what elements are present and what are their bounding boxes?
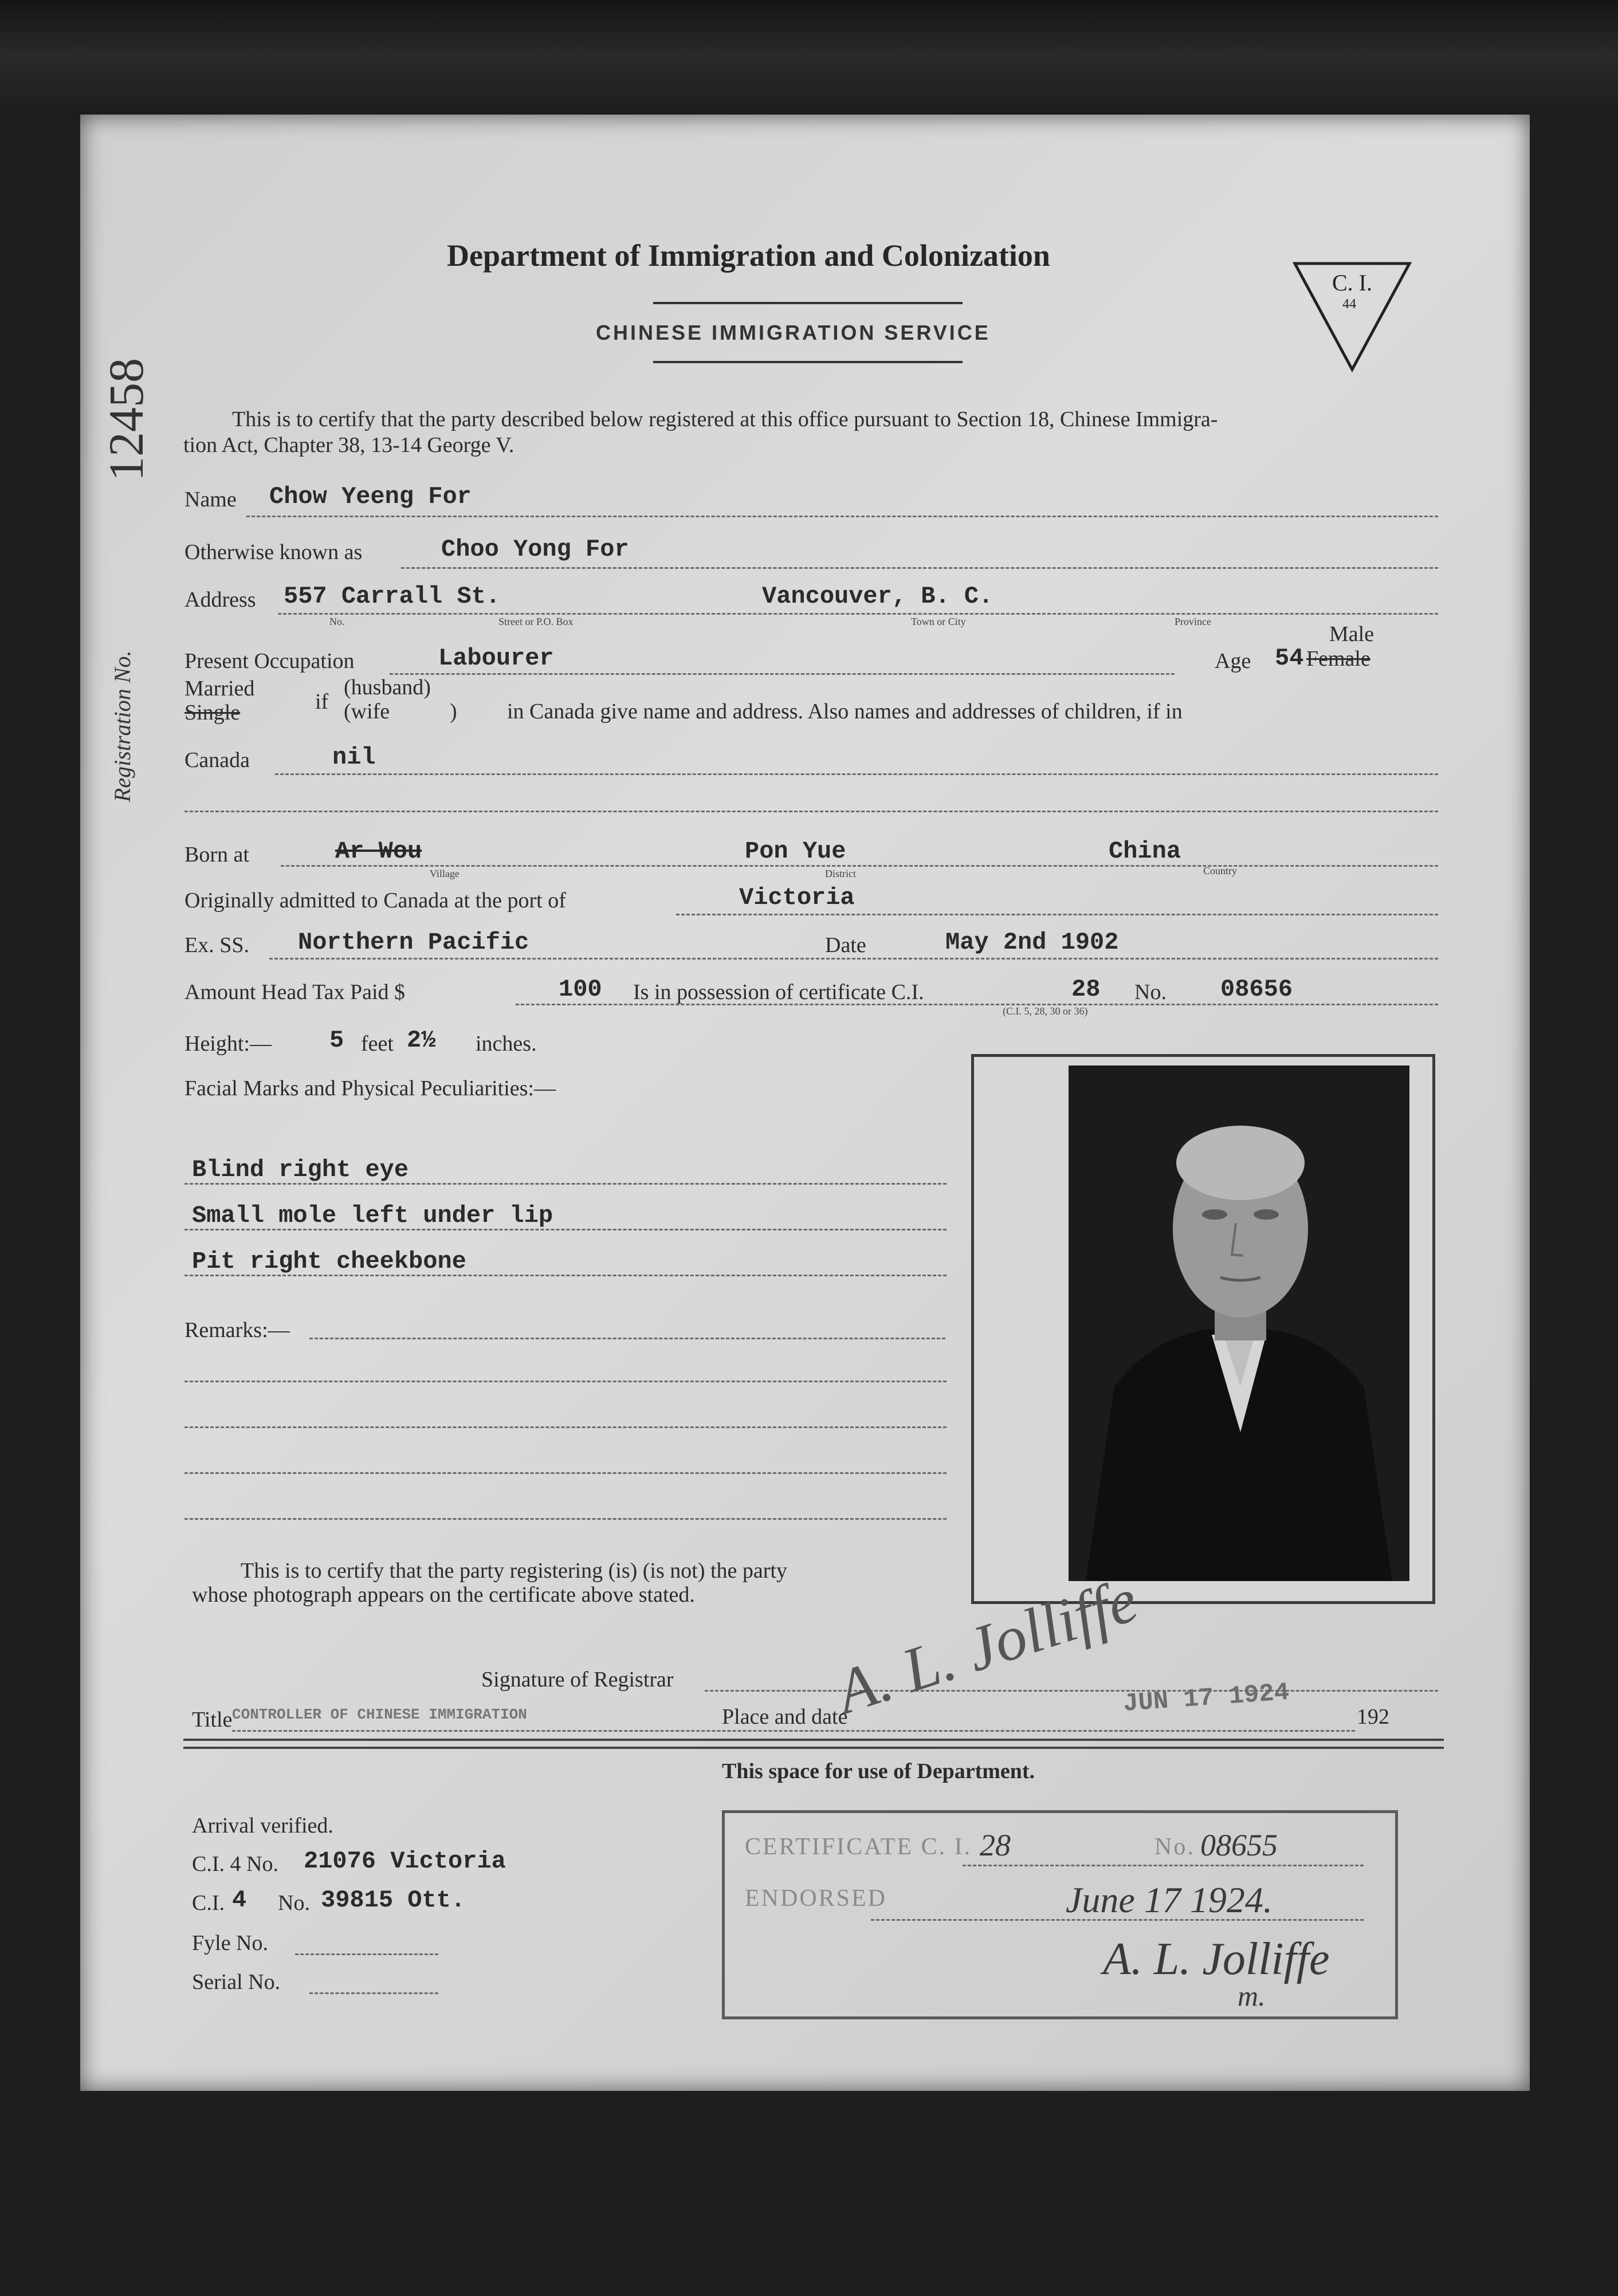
certify-photo-line-1: This is to certify that the party registering (is) (is not) the party: [241, 1559, 787, 1583]
height-feet-value: 5: [329, 1027, 344, 1054]
section-divider: [183, 1739, 1444, 1749]
remarks-line-2: [184, 1381, 947, 1382]
stamp-signer-suffix: m.: [1238, 1980, 1266, 2012]
district-caption: District: [825, 868, 856, 879]
applicant-photo: [1069, 1066, 1409, 1581]
mark-2-line: [184, 1229, 947, 1230]
serial-label: Serial No.: [192, 1970, 281, 1994]
department-space-label: This space for use of Department.: [722, 1759, 1035, 1783]
place-date-label: Place and date: [722, 1705, 848, 1729]
ci4b-value: 39815 Ott.: [321, 1886, 466, 1914]
arrival-verified-label: Arrival verified.: [192, 1814, 333, 1838]
stamp-no-label: No.: [1154, 1834, 1195, 1860]
husband-label: (husband): [344, 675, 431, 699]
ci4b-label: C.I.: [192, 1891, 225, 1915]
port-line: [676, 914, 1438, 915]
serial-line: [309, 1992, 438, 1994]
stamp-cert-no: 08655: [1200, 1828, 1278, 1862]
country-caption: Country: [1203, 865, 1238, 876]
remarks-line-1: [309, 1338, 945, 1339]
ci4-value: 21076 Victoria: [304, 1847, 506, 1875]
height-inches-value: 2½: [407, 1027, 436, 1054]
exss-line: [269, 958, 1438, 960]
certify-intro-line-1: This is to certify that the party described below registered at this office pursuant to Section 18, Chinese Immigra-: [232, 407, 1218, 431]
stamp-endorsed-label: ENDORSED: [745, 1885, 887, 1912]
village-value: Ar Wou: [335, 838, 422, 865]
title-line: [232, 1730, 1355, 1732]
age-label: Age: [1215, 649, 1251, 673]
address-street-caption: Street or P.O. Box: [498, 616, 574, 627]
headtax-value: 100: [559, 976, 602, 1003]
film-border: [0, 0, 1618, 115]
occupation-label: Present Occupation: [184, 649, 355, 673]
mark-2: Small mole left under lip: [192, 1202, 553, 1229]
age-value: 54: [1275, 644, 1304, 672]
registrar-signature: A. L. Jolliffe: [827, 1564, 1146, 1728]
fyle-line: [295, 1953, 438, 1955]
name-label: Name: [184, 487, 237, 512]
mark-3: Pit right cheekbone: [192, 1248, 466, 1275]
remarks-line-3: [184, 1426, 947, 1428]
district-value: Pon Yue: [745, 838, 846, 865]
certificate-page: [80, 115, 1530, 2091]
place-date-stamp: JUN 17 1924: [1122, 1678, 1290, 1719]
aka-line: [401, 567, 1438, 569]
registration-number: 12458: [99, 358, 154, 481]
mark-3-line: [184, 1275, 947, 1276]
subtitle-rule: [653, 361, 963, 363]
ci4b-num: 4: [232, 1886, 247, 1914]
stamp-cert-label: CERTIFICATE C. I.: [745, 1834, 972, 1860]
ci-badge-number: 44: [1342, 297, 1356, 312]
sex-male: Male: [1329, 622, 1374, 646]
address-no-label: No.: [329, 616, 345, 627]
port-label: Originally admitted to Canada at the port of: [184, 888, 566, 913]
stamp-signer: A. L. Jolliffe: [1103, 1934, 1330, 1984]
address-line: [278, 613, 1438, 615]
mark-1: Blind right eye: [192, 1156, 409, 1184]
cert-no-value: 08656: [1220, 976, 1293, 1003]
facial-marks-label: Facial Marks and Physical Peculiarities:—: [184, 1076, 556, 1100]
title-rule: [653, 302, 963, 304]
address-province-caption: Province: [1175, 616, 1211, 627]
name-line: [246, 516, 1438, 517]
headtax-label: Amount Head Tax Paid $: [184, 980, 406, 1004]
single-label-struck: Single: [184, 701, 241, 725]
registrar-signature-label: Signature of Registrar: [481, 1668, 674, 1692]
page-title: Department of Immigration and Colonization: [447, 238, 1050, 273]
title-value-stamp: CONTROLLER OF CHINESE IMMIGRATION: [232, 1706, 527, 1723]
address-label: Address: [184, 588, 256, 612]
cert-no-label: No.: [1134, 980, 1167, 1004]
certify-intro-line-2: tion Act, Chapter 38, 13-14 George V.: [183, 433, 515, 457]
address-city-value: Vancouver, B. C.: [762, 583, 993, 610]
aka-label: Otherwise known as: [184, 540, 363, 564]
stamp-endorsed-date: June 17 1924.: [1066, 1880, 1273, 1920]
remarks-label: Remarks:—: [184, 1318, 290, 1342]
headtax-line: [516, 1004, 1438, 1005]
date-label: Date: [825, 933, 866, 957]
if-label: if: [315, 690, 329, 714]
arrival-date-value: May 2nd 1902: [945, 929, 1119, 956]
page-subtitle: CHINESE IMMIGRATION SERVICE: [596, 321, 991, 344]
ci-types-note: (C.I. 5, 28, 30 or 36): [1003, 1005, 1088, 1017]
mark-1-line: [184, 1183, 947, 1185]
children-text: in Canada give name and address. Also names and addresses of children, if in: [507, 699, 1183, 724]
canada-line: [275, 773, 1438, 775]
canada-label: Canada: [184, 748, 250, 772]
year-suffix: 192: [1357, 1705, 1389, 1729]
stamp-cert-line: [963, 1865, 1364, 1866]
country-value: China: [1109, 838, 1181, 865]
feet-label: feet: [361, 1032, 394, 1056]
title-label: Title: [192, 1708, 233, 1732]
registrar-signature-line: [705, 1690, 1438, 1692]
village-caption: Village: [430, 868, 460, 879]
certify-photo-line-2: whose photograph appears on the certificate above stated.: [192, 1583, 695, 1607]
remarks-line-4: [184, 1472, 947, 1474]
ci-badge-label: C. I.: [1332, 270, 1372, 296]
wife-close: ): [450, 699, 457, 724]
ship-value: Northern Pacific: [298, 929, 529, 956]
occupation-value: Labourer: [438, 644, 554, 672]
stamp-cert-ci: 28: [980, 1828, 1011, 1862]
height-label: Height:—: [184, 1032, 272, 1056]
address-town-caption: Town or City: [911, 616, 966, 627]
married-label: Married: [184, 677, 255, 701]
exss-label: Ex. SS.: [184, 933, 249, 957]
aka-value: Choo Yong For: [441, 536, 629, 563]
inches-label: inches.: [476, 1032, 537, 1056]
stamp-endorsed-line: [871, 1919, 1364, 1921]
possession-label: Is in possession of certificate C.I.: [633, 980, 924, 1004]
registration-label: Registration No.: [109, 650, 135, 802]
sex-female-struck: Female: [1306, 647, 1370, 671]
canada-value: nil: [332, 744, 376, 771]
ci4b-no-label: No.: [278, 1891, 310, 1915]
born-label: Born at: [184, 843, 249, 867]
blank-line: [184, 811, 1438, 812]
address-street-value: 557 Carrall St.: [284, 583, 501, 610]
ci-type-value: 28: [1071, 976, 1101, 1003]
wife-label: (wife: [344, 699, 390, 724]
born-line: [281, 865, 1438, 867]
name-value: Chow Yeeng For: [269, 483, 472, 510]
ci4-label: C.I. 4 No.: [192, 1852, 278, 1876]
occupation-line: [390, 673, 1175, 675]
port-value: Victoria: [739, 884, 855, 911]
remarks-line-5: [184, 1518, 947, 1520]
fyle-label: Fyle No.: [192, 1931, 268, 1955]
